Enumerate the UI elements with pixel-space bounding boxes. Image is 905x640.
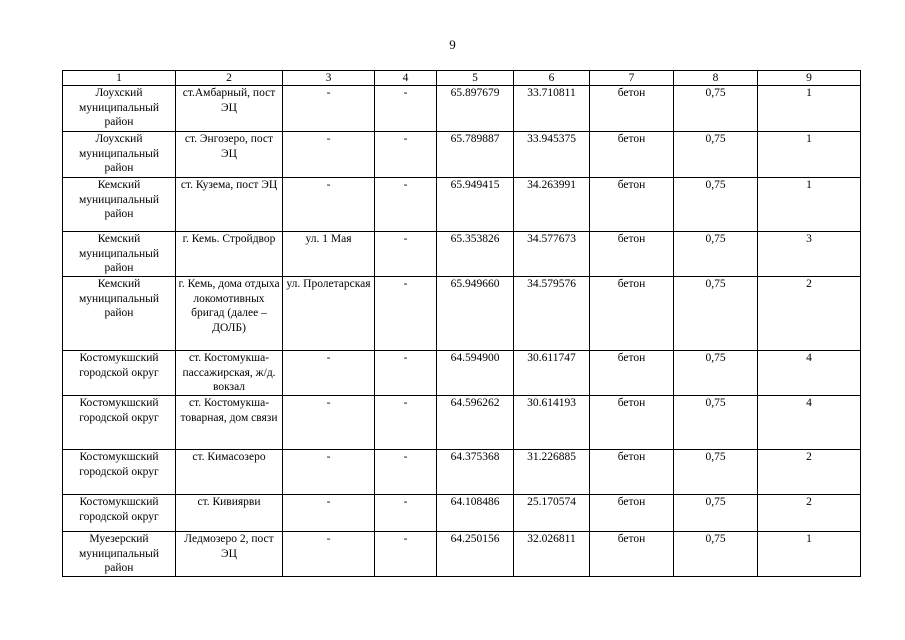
surface-cell: [590, 532, 674, 577]
street-cell: [283, 351, 375, 396]
container-count-cell-text: 1: [806, 133, 812, 145]
district-cell-text: Лоухский муниципальный район: [78, 133, 160, 174]
location-cell: [176, 450, 283, 495]
area-cell-text: 0,75: [705, 352, 726, 364]
latitude-cell-text: 65.789887: [450, 133, 500, 145]
surface-cell-text: бетон: [617, 451, 646, 463]
table-row: [63, 495, 861, 532]
table-row: [63, 277, 861, 351]
house-cell-text: -: [403, 133, 408, 145]
data-table: [62, 70, 861, 577]
house-cell: [375, 178, 437, 232]
street-cell: [283, 532, 375, 577]
longitude-cell-text: 34.577673: [527, 233, 576, 245]
longitude-cell: [514, 86, 590, 132]
table-body: [63, 86, 861, 577]
location-cell-text: ст. Кивиярви: [197, 496, 261, 508]
latitude-cell-text: 65.949660: [450, 278, 500, 290]
area-cell: [674, 351, 758, 396]
latitude-cell: [437, 495, 514, 532]
house-cell-text: -: [403, 179, 408, 191]
surface-cell: [590, 132, 674, 178]
district-cell-text: Костомукшский городской округ: [79, 451, 159, 478]
container-count-cell: [758, 495, 861, 532]
street-cell-text: -: [326, 352, 331, 364]
surface-cell-text: бетон: [617, 179, 646, 191]
table-row: [63, 132, 861, 178]
surface-cell: [590, 351, 674, 396]
location-cell: [176, 532, 283, 577]
district-cell-text: Муезерский муниципальный район: [78, 533, 160, 574]
location-cell: [176, 351, 283, 396]
area-cell: [674, 532, 758, 577]
district-cell: [63, 532, 176, 577]
district-cell-text: Костомукшский городской округ: [79, 496, 159, 523]
latitude-cell: [437, 232, 514, 277]
longitude-cell: [514, 396, 590, 450]
street-cell: [283, 495, 375, 532]
table-row: [63, 178, 861, 232]
longitude-cell: [514, 132, 590, 178]
surface-cell-text: бетон: [617, 352, 646, 364]
street-cell: [283, 232, 375, 277]
house-cell: [375, 396, 437, 450]
district-cell: [63, 495, 176, 532]
table-row: [63, 396, 861, 450]
container-count-cell-text: 2: [806, 496, 812, 508]
surface-cell-text: бетон: [617, 87, 646, 99]
location-cell-text: ст. Кимасозеро: [192, 451, 266, 463]
street-cell-text: -: [326, 533, 331, 545]
area-cell: [674, 450, 758, 495]
location-cell-text: г. Кемь. Стройдвор: [182, 233, 276, 245]
surface-cell-text: бетон: [617, 278, 646, 290]
house-cell: [375, 86, 437, 132]
house-cell: [375, 450, 437, 495]
column-header-4: 4: [375, 71, 437, 86]
area-cell-text: 0,75: [705, 533, 726, 545]
longitude-cell-text: 30.614193: [527, 397, 576, 409]
surface-cell-text: бетон: [617, 133, 646, 145]
latitude-cell: [437, 351, 514, 396]
surface-cell: [590, 396, 674, 450]
surface-cell-text: бетон: [617, 397, 646, 409]
location-cell-text: ст. Костомукша-пассажирская, ж/д. вокзал: [182, 352, 276, 393]
surface-cell-text: бетон: [617, 233, 646, 245]
location-cell: [176, 86, 283, 132]
longitude-cell-text: 33.710811: [527, 87, 576, 99]
container-count-cell: [758, 178, 861, 232]
longitude-cell-text: 32.026811: [527, 533, 576, 545]
location-cell-text: ст. Энгозеро, пост ЭЦ: [184, 133, 274, 160]
district-cell-text: Кемский муниципальный район: [78, 278, 160, 319]
longitude-cell-text: 34.579576: [527, 278, 576, 290]
longitude-cell-text: 33.945375: [527, 133, 576, 145]
area-cell-text: 0,75: [705, 133, 726, 145]
latitude-cell-text: 64.108486: [450, 496, 500, 508]
street-cell: [283, 86, 375, 132]
area-cell: [674, 132, 758, 178]
area-cell-text: 0,75: [705, 451, 726, 463]
location-cell-text: ст. Костомукша-товарная, дом связи: [180, 397, 278, 424]
street-cell-text: -: [326, 496, 331, 508]
street-cell-text: -: [326, 451, 331, 463]
district-cell-text: Костомукшский городской округ: [79, 352, 159, 379]
latitude-cell: [437, 396, 514, 450]
location-cell: [176, 232, 283, 277]
location-cell: [176, 495, 283, 532]
longitude-cell: [514, 277, 590, 351]
street-cell: [283, 277, 375, 351]
surface-cell-text: бетон: [617, 533, 646, 545]
longitude-cell-text: 31.226885: [527, 451, 576, 463]
column-header-6: 6: [514, 71, 590, 86]
container-count-cell-text: 1: [806, 179, 812, 191]
latitude-cell: [437, 178, 514, 232]
surface-cell-text: бетон: [617, 496, 646, 508]
street-cell-text: -: [326, 397, 331, 409]
longitude-cell-text: 30.611747: [527, 352, 576, 364]
area-cell-text: 0,75: [705, 496, 726, 508]
container-count-cell: [758, 532, 861, 577]
table-row: [63, 450, 861, 495]
longitude-cell: [514, 178, 590, 232]
area-cell-text: 0,75: [705, 87, 726, 99]
column-header-3: 3: [283, 71, 375, 86]
container-count-cell-text: 1: [806, 87, 812, 99]
location-cell-text: ст.Амбарный, пост ЭЦ: [182, 87, 276, 114]
area-cell: [674, 178, 758, 232]
latitude-cell-text: 64.594900: [450, 352, 500, 364]
surface-cell: [590, 86, 674, 132]
house-cell-text: -: [403, 233, 408, 245]
column-header-5: 5: [437, 71, 514, 86]
table-row: [63, 86, 861, 132]
container-count-cell-text: 1: [806, 533, 812, 545]
container-count-cell-text: 3: [806, 233, 812, 245]
container-count-cell: [758, 86, 861, 132]
container-count-cell: [758, 396, 861, 450]
area-cell-text: 0,75: [705, 179, 726, 191]
column-header-1: 1: [63, 71, 176, 86]
street-cell: [283, 132, 375, 178]
table-row: [63, 351, 861, 396]
latitude-cell-text: 64.250156: [450, 533, 500, 545]
latitude-cell-text: 65.897679: [450, 87, 500, 99]
street-cell-text: -: [326, 179, 331, 191]
district-cell: [63, 178, 176, 232]
house-cell-text: -: [403, 533, 408, 545]
longitude-cell: [514, 450, 590, 495]
latitude-cell: [437, 532, 514, 577]
area-cell: [674, 495, 758, 532]
location-cell-text: г. Кемь, дома отдыха локомотивных бригад (далее – ДОЛБ): [178, 278, 280, 334]
container-count-cell-text: 4: [806, 352, 812, 364]
house-cell-text: -: [403, 352, 408, 364]
latitude-cell: [437, 450, 514, 495]
longitude-cell: [514, 351, 590, 396]
location-cell: [176, 132, 283, 178]
container-count-cell-text: 2: [806, 451, 812, 463]
longitude-cell-text: 34.263991: [527, 179, 576, 191]
container-count-cell: [758, 450, 861, 495]
container-count-cell: [758, 351, 861, 396]
house-cell: [375, 132, 437, 178]
latitude-cell: [437, 277, 514, 351]
street-cell-text: ул. Пролетарская: [286, 278, 371, 290]
longitude-cell: [514, 532, 590, 577]
container-count-cell: [758, 132, 861, 178]
house-cell-text: -: [403, 451, 408, 463]
latitude-cell: [437, 86, 514, 132]
house-cell: [375, 351, 437, 396]
surface-cell: [590, 450, 674, 495]
area-cell-text: 0,75: [705, 397, 726, 409]
house-cell: [375, 232, 437, 277]
house-cell: [375, 277, 437, 351]
district-cell-text: Костомукшский городской округ: [79, 397, 159, 424]
district-cell: [63, 132, 176, 178]
street-cell-text: ул. 1 Мая: [305, 233, 352, 245]
column-header-8: 8: [674, 71, 758, 86]
district-cell: [63, 86, 176, 132]
latitude-cell-text: 65.353826: [450, 233, 500, 245]
district-cell: [63, 277, 176, 351]
latitude-cell-text: 65.949415: [450, 179, 500, 191]
surface-cell: [590, 232, 674, 277]
location-cell-text: ст. Кузема, пост ЭЦ: [180, 179, 278, 191]
street-cell: [283, 396, 375, 450]
district-cell-text: Кемский муниципальный район: [78, 179, 160, 220]
table-header-row: [63, 71, 861, 86]
house-cell: [375, 495, 437, 532]
house-cell-text: -: [403, 397, 408, 409]
street-cell: [283, 450, 375, 495]
district-cell: [63, 450, 176, 495]
house-cell-text: -: [403, 278, 408, 290]
area-cell: [674, 86, 758, 132]
surface-cell: [590, 277, 674, 351]
location-cell: [176, 396, 283, 450]
district-cell: [63, 396, 176, 450]
area-cell: [674, 396, 758, 450]
house-cell: [375, 532, 437, 577]
surface-cell: [590, 495, 674, 532]
district-cell-text: Лоухский муниципальный район: [78, 87, 160, 128]
location-cell-text: Ледмозеро 2, пост ЭЦ: [184, 533, 274, 560]
area-cell: [674, 232, 758, 277]
longitude-cell: [514, 232, 590, 277]
surface-cell: [590, 178, 674, 232]
latitude-cell: [437, 132, 514, 178]
area-cell-text: 0,75: [705, 233, 726, 245]
table-row: [63, 532, 861, 577]
longitude-cell: [514, 495, 590, 532]
container-count-cell: [758, 277, 861, 351]
container-count-cell-text: 4: [806, 397, 812, 409]
street-cell-text: -: [326, 87, 331, 99]
latitude-cell-text: 64.596262: [450, 397, 500, 409]
house-cell-text: -: [403, 87, 408, 99]
column-header-2: 2: [176, 71, 283, 86]
district-cell: [63, 351, 176, 396]
column-header-7: 7: [590, 71, 674, 86]
location-cell: [176, 277, 283, 351]
table-row: [63, 232, 861, 277]
page-number: 9: [449, 37, 456, 52]
container-count-cell-text: 2: [806, 278, 812, 290]
street-cell: [283, 178, 375, 232]
location-cell: [176, 178, 283, 232]
latitude-cell-text: 64.375368: [450, 451, 500, 463]
container-count-cell: [758, 232, 861, 277]
area-cell-text: 0,75: [705, 278, 726, 290]
street-cell-text: -: [326, 133, 331, 145]
area-cell: [674, 277, 758, 351]
district-cell-text: Кемский муниципальный район: [78, 233, 160, 274]
house-cell-text: -: [403, 496, 408, 508]
district-cell: [63, 232, 176, 277]
column-header-9: 9: [758, 71, 861, 86]
longitude-cell-text: 25.170574: [527, 496, 576, 508]
